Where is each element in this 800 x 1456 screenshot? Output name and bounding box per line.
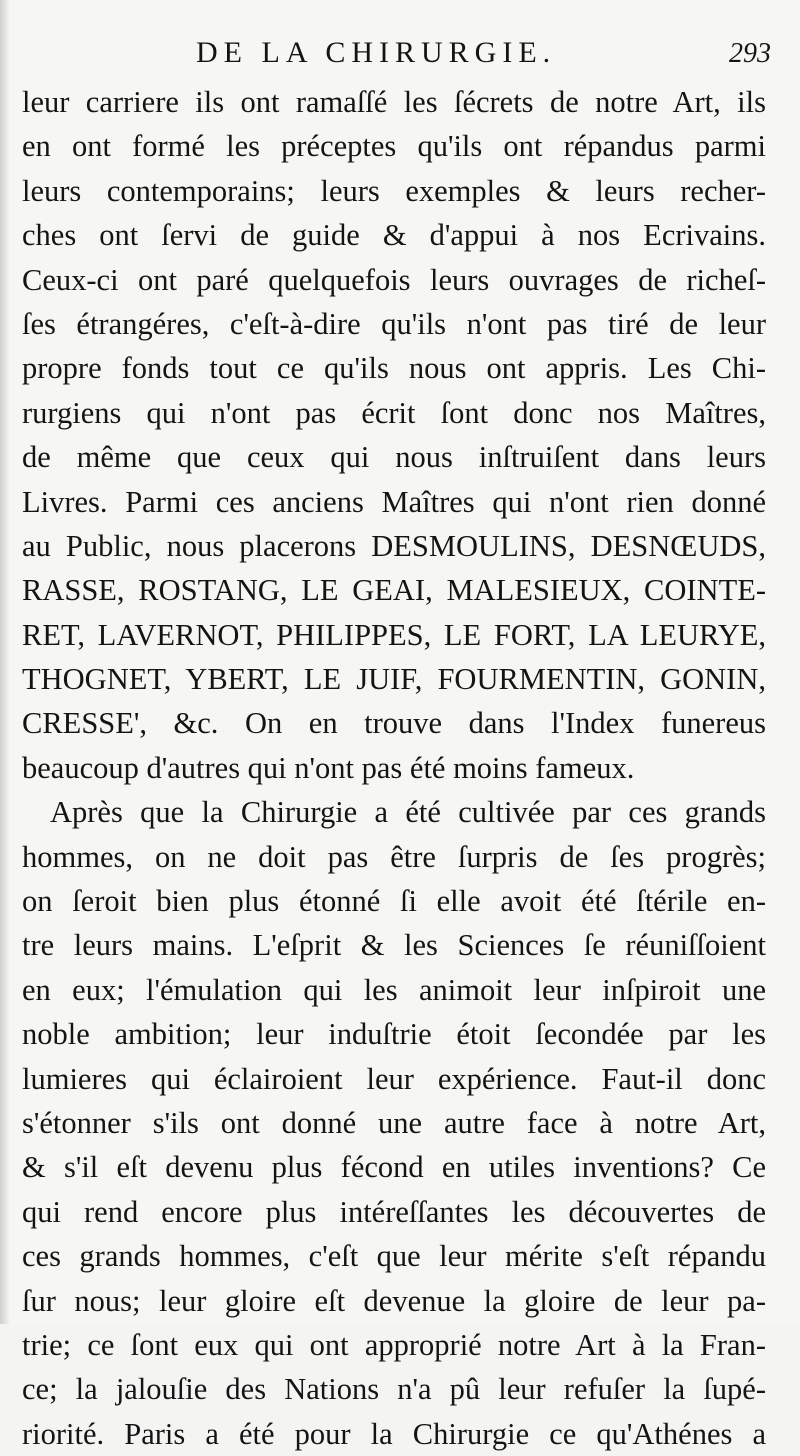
page-gutter-shadow (0, 0, 10, 1324)
text-line: riorité. Paris a été pour la Chirurgie ce qu'Athénes a (22, 1416, 766, 1451)
text-line: RET, LAVERNOT, PHILIPPES, LE FORT, LA LEURYE, (22, 617, 766, 652)
text-line: ſur nous; leur gloire eſt devenue la gloire de leur pa- (22, 1283, 766, 1318)
text-line: RASSE, ROSTANG, LE GEAI, MALESIEUX, COINTE- (22, 573, 766, 608)
text-line: trie; ce ſont eux qui ont approprié notre Art à la Fran- (22, 1327, 766, 1362)
text-line: au Public, nous placerons DESMOULINS, DESNŒUDS, (22, 528, 766, 563)
text-line: noble ambition; leur induſtrie étoit ſecondée par les (22, 1017, 766, 1052)
text-line: THOGNET, YBERT, LE JUIF, FOURMENTIN, GONIN, (22, 662, 766, 697)
text-line: Livres. Parmi ces anciens Maîtres qui n'ont rien donné (22, 484, 766, 519)
text-line: lumieres qui éclairoient leur expérience. Faut-il donc (22, 1061, 766, 1096)
text-line: ces grands hommes, c'eſt que leur mérite s'eſt répandu (22, 1239, 766, 1274)
text-line: beaucoup d'autres qui n'ont pas été moins fameux. (22, 750, 635, 785)
page-header (196, 36, 771, 76)
text-line: rurgiens qui n'ont pas écrit ſont donc nos Maîtres, (22, 395, 766, 430)
text-line: ce; la jalouſie des Nations n'a pû leur refuſer la ſupé- (22, 1372, 766, 1407)
running-head: DE LA CHIRURGIE. (196, 36, 557, 69)
text-line: leurs contemporains; leurs exemples & leurs recher- (22, 173, 766, 208)
text-line: en ont formé les préceptes qu'ils ont répandus parmi (22, 129, 766, 164)
text-line: Ceux-ci ont paré quelquefois leurs ouvrages de richeſ- (22, 262, 766, 297)
text-line: tre leurs mains. L'eſprit & les Sciences ſe réuniſſoient (22, 928, 766, 963)
page-number: 293 (729, 38, 771, 69)
text-line: qui rend encore plus intéreſſantes les découvertes de (22, 1194, 766, 1229)
text-line: en eux; l'émulation qui les animoit leur inſpiroit une (22, 972, 766, 1007)
text-line: propre fonds tout ce qu'ils nous ont appris. Les Chi- (22, 351, 766, 386)
text-line: ches ont ſervi de guide & d'appui à nos Ecrivains. (22, 218, 766, 253)
text-line: on ſeroit bien plus étonné ſi elle avoit été ſtérile en- (22, 884, 766, 919)
text-line: CRESSE', &c. On en trouve dans l'Index funereus (22, 706, 766, 741)
body-text (22, 80, 766, 1456)
text-line: ſes étrangéres, c'eſt-à-dire qu'ils n'ont pas tiré de leur (22, 306, 766, 341)
text-line: hommes, on ne doit pas être ſurpris de ſes progrès; (22, 839, 766, 874)
text-line: & s'il eſt devenu plus fécond en utiles inventions? Ce (22, 1150, 766, 1185)
text-line: s'étonner s'ils ont donné une autre face à notre Art, (22, 1105, 766, 1140)
text-line: Après que la Chirurgie a été cultivée par ces grands (50, 795, 766, 830)
text-line: leur carriere ils ont ramaſſé les ſécrets de notre Art, ils (22, 85, 766, 119)
text-line: de même que ceux qui nous inſtruiſent dans leurs (22, 440, 766, 475)
